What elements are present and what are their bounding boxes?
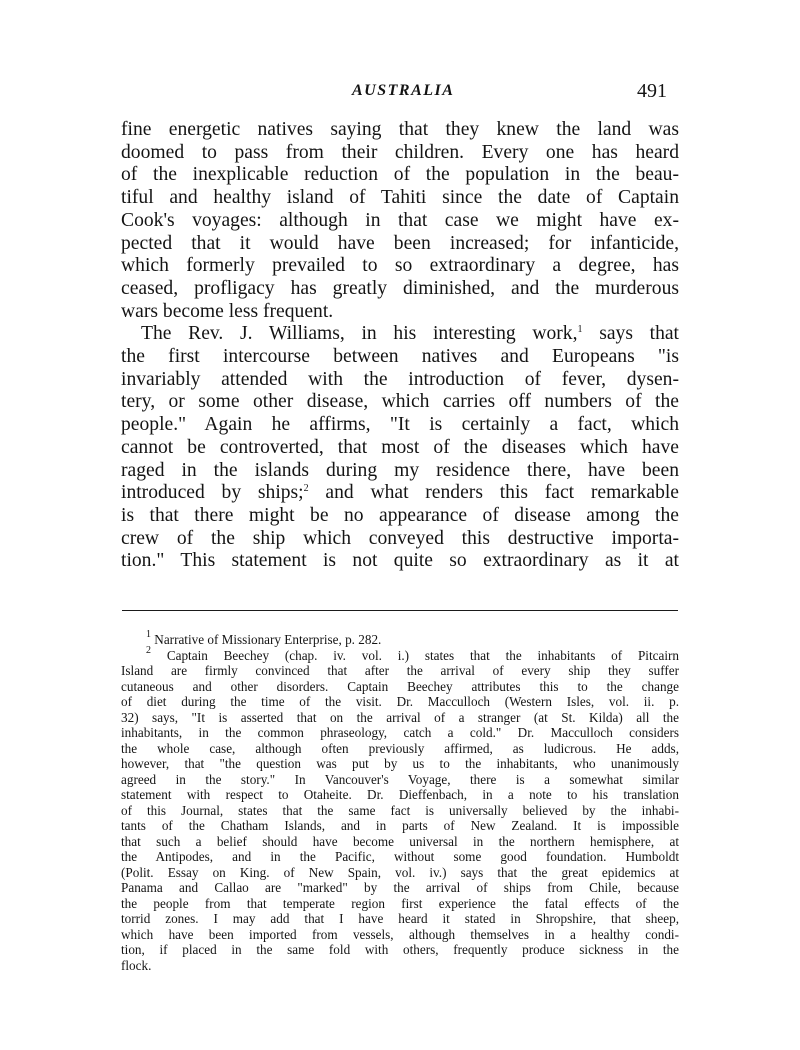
body-line: tery, or some other disease, which carries off numbers of the xyxy=(121,391,679,413)
footnote-line: statement with respect to Otaheite. Dr. Dieffenbach, in a note to his translation xyxy=(121,787,679,802)
body-line: doomed to pass from their children. Every one has heard xyxy=(121,141,679,163)
footnote-divider xyxy=(122,610,678,611)
footnote-mark: 1 xyxy=(146,629,151,640)
footnote-line: agreed in the story." In Vancouver's Voyage, there is a somewhat similar xyxy=(121,771,679,787)
footnote-line: that such a belief should have become universal in the northern hemisphere, at xyxy=(121,833,679,849)
footnote-line: the whole case, although often previously affirmed, as ludicrous. He adds, xyxy=(121,740,679,756)
footnote-ref[interactable]: 2 xyxy=(303,483,309,495)
footnote-line: however, that "the question was put by us to the inhabitants, who unanimously xyxy=(121,756,679,771)
body-line: which formerly prevailed to so extraordinary a degree, has xyxy=(121,255,679,277)
body-line-text: The Rev. J. Williams, in his interesting work, xyxy=(141,323,578,345)
footnote-line: cutaneous and other disorders. Captain Beechey attributes this to the change xyxy=(121,678,679,694)
footnote-1 xyxy=(121,629,679,648)
footnote-line: (Polit. Essay on King. of New Spain, vol. iv.) says that the great epidemics at xyxy=(121,864,679,880)
footnote-text: Narrative of Missionary Enterprise, p. 282. xyxy=(154,632,382,647)
body-line-text: says that xyxy=(582,323,679,345)
footnote-line: of this Journal, states that the same fact is universally believed by the inhabi- xyxy=(121,802,679,818)
footnote-mark: 2 xyxy=(146,644,151,656)
body-line: fine energetic natives saying that they knew the land was xyxy=(121,119,679,140)
body-line: crew of the ship which conveyed this destructive importa- xyxy=(121,527,679,549)
footnote-ref[interactable]: 1 xyxy=(577,324,583,336)
body-line xyxy=(121,323,679,346)
body-line: pected that it would have been increased; for infanticide, xyxy=(121,232,679,254)
footnote-line: torrid zones. I may add that I have heard it stated in Shropshire, that sheep, xyxy=(121,911,679,926)
body-line: the first intercourse between natives and Europeans "is xyxy=(121,346,679,368)
footnote-line: Panama and Callao are "marked" by the arrival of ships from Chile, because xyxy=(121,880,679,895)
running-title: AUSTRALIA xyxy=(352,82,455,99)
footnote-line: 32) says, "It is asserted that on the arrival of a stranger (at St. Kilda) all the xyxy=(121,709,679,725)
body-line: tion." This statement is not quite so extraordinary as it at xyxy=(121,550,679,572)
footnote-line: the Antipodes, and in the Pacific, without some good foundation. Humboldt xyxy=(121,849,679,864)
footnote-line: tants of the Chatham Islands, and in parts of New Zealand. It is impossible xyxy=(121,818,679,833)
page-number: 491 xyxy=(637,80,667,102)
footnote-line: flock. xyxy=(121,957,152,973)
footnote-line: Island are firmly convinced that after the arrival of every ship they suffer xyxy=(121,663,679,678)
body-line: Cook's voyages: although in that case we might have ex- xyxy=(121,209,679,231)
body-line-text: and what renders this fact remarkable xyxy=(308,482,680,504)
footnote-line: inhabitants, in the common phraseology, catch a cold." Dr. Macculloch considers xyxy=(121,725,679,740)
body-line: invariably attended with the introduction of fever, dysen- xyxy=(121,368,679,390)
body-text xyxy=(121,119,679,573)
body-line: ceased, profligacy has greatly diminished, and the murderous xyxy=(121,277,679,299)
body-line: cannot be controverted, that most of the diseases which have xyxy=(121,436,679,458)
footnote-line: of diet during the time of the visit. Dr. Macculloch (Western Isles, vol. ii. p. xyxy=(121,694,679,709)
body-line: people." Again he affirms, "It is certainly a fact, which xyxy=(121,414,679,436)
body-line-text: introduced by ships; xyxy=(121,482,304,504)
footnote-line: tion, if placed in the same fold with others, frequently produce sickness in the xyxy=(121,942,679,957)
footnote-line: the people from that temperate region first experience the fatal effects of the xyxy=(121,895,679,911)
body-line: raged in the islands during my residence there, have been xyxy=(121,459,679,481)
body-line: is that there might be no appearance of disease among the xyxy=(121,504,679,526)
footnote-text: Captain Beechey (chap. iv. vol. i.) states that the inhabitants of Pitcairn xyxy=(166,647,679,663)
footnote-2 xyxy=(121,644,679,664)
body-line xyxy=(121,482,679,505)
body-line: tiful and healthy island of Tahiti since the date of Captain xyxy=(121,187,679,209)
footnotes xyxy=(121,629,679,973)
body-line: wars become less frequent. xyxy=(121,300,334,322)
body-line: of the inexplicable reduction of the population in the beau- xyxy=(121,164,679,186)
footnote-line: which have been imported from vessels, although themselves in a healthy condi- xyxy=(121,926,679,942)
